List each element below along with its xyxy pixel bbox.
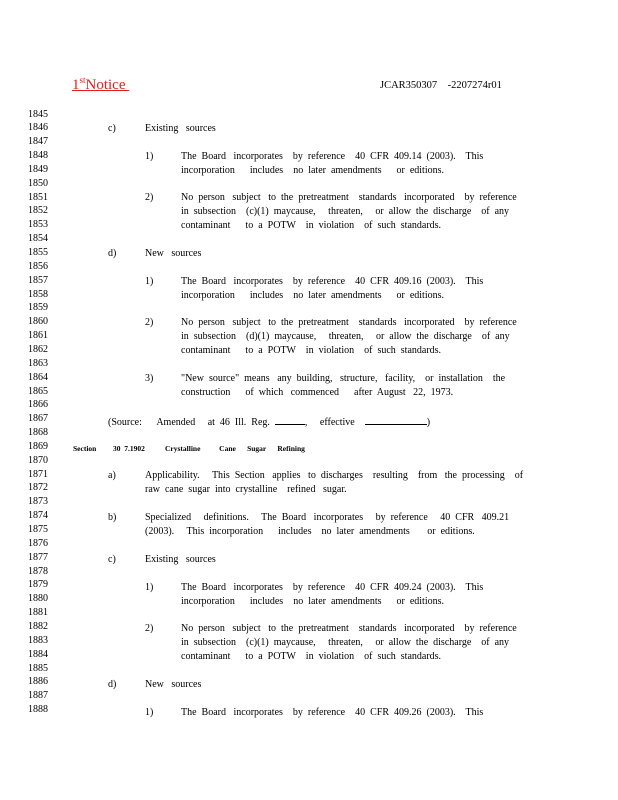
- line-number: 1878: [28, 565, 48, 577]
- line-number: 1856: [28, 260, 48, 272]
- line-number: 1859: [28, 302, 48, 314]
- item-text: The Board incorporates by reference 40 CFR 409.24 (2003). This: [181, 582, 484, 593]
- line-number: 1866: [28, 399, 48, 411]
- line-number: 1871: [28, 468, 48, 480]
- subsection-label: c): [108, 123, 116, 134]
- line-number: 1877: [28, 551, 48, 563]
- item-number: 1): [145, 582, 154, 593]
- line-number: 1883: [28, 634, 48, 646]
- register-volume-blank: [275, 414, 305, 425]
- line-number: 1875: [28, 524, 48, 535]
- line-number: 1867: [28, 413, 48, 425]
- item-text: in subsection (c)(1) maycause, threaten, or allow the discharge of any: [181, 637, 510, 648]
- line-number: 1851: [28, 191, 48, 203]
- item-text: incorporation includes no later amendments or editions.: [181, 596, 444, 607]
- item-number: 2): [145, 192, 154, 203]
- line-number: 1884: [28, 648, 48, 660]
- line-number: 1850: [28, 177, 48, 189]
- item-text: contaminant to a POTW in violation of such standards.: [181, 345, 442, 356]
- line-number: 1881: [28, 607, 48, 619]
- item-text: in subsection (c)(1) maycause, threaten, or allow the discharge of any: [181, 206, 510, 217]
- notice-word: Notice: [85, 77, 126, 93]
- item-text: raw cane sugar into crystalline refined sugar.: [145, 484, 347, 495]
- source-note-close: ): [426, 417, 431, 428]
- section-number: 30 7.1902: [113, 444, 145, 453]
- line-number: 1853: [28, 219, 48, 231]
- line-number: 1885: [28, 662, 48, 674]
- line-number: 1879: [28, 579, 48, 591]
- subsection-label: c): [108, 554, 116, 565]
- item-text: incorporation includes no later amendments or editions.: [181, 165, 444, 176]
- line-number: 1872: [28, 482, 48, 494]
- line-number: 1846: [28, 122, 48, 134]
- item-text: contaminant to a POTW in violation of such standards.: [181, 651, 442, 662]
- item-text: No person subject to the pretreatment standards incorporated by reference: [181, 623, 517, 634]
- item-text: The Board incorporates by reference 40 CFR 409.14 (2003). This: [181, 151, 484, 162]
- line-number: 1874: [28, 510, 48, 522]
- item-number: 1): [145, 707, 154, 718]
- line-number: 1882: [28, 620, 48, 632]
- line-number: 1887: [28, 690, 48, 702]
- line-number: 1865: [28, 385, 48, 397]
- document-code: JCAR350307 -2207274r01: [380, 80, 502, 91]
- item-number: 3): [145, 373, 154, 384]
- item-text: Specialized definitions. The Board incorporates by reference 40 CFR 409.21: [145, 512, 510, 523]
- item-text: The Board incorporates by reference 40 CFR 409.26 (2003). This: [181, 707, 484, 718]
- line-number: 1873: [28, 496, 48, 508]
- source-note-mid: , effective: [304, 417, 355, 428]
- item-text: "New source" means any building, structure, facility, or installation the: [181, 373, 506, 384]
- notice-label: [72, 74, 129, 96]
- line-number: 1847: [28, 136, 48, 148]
- source-note: [108, 414, 430, 430]
- line-number: 1855: [28, 247, 48, 258]
- subsection-label: d): [108, 679, 117, 690]
- line-number: 1876: [28, 537, 48, 549]
- line-number: 1854: [28, 233, 48, 245]
- item-number: 2): [145, 623, 154, 634]
- line-number: 1869: [28, 440, 48, 452]
- item-text: in subsection (d)(1) maycause, threaten, or allow the discharge of any: [181, 331, 510, 342]
- item-number: 1): [145, 276, 154, 287]
- line-number: 1864: [28, 371, 48, 383]
- subsection-title: Existing sources: [145, 554, 216, 565]
- item-text: Applicability. This Section applies to discharges resulting from the processing of: [145, 470, 524, 481]
- line-number: 1848: [28, 150, 48, 162]
- item-text: The Board incorporates by reference 40 CFR 409.16 (2003). This: [181, 276, 484, 287]
- notice-trailing: [126, 77, 130, 93]
- effective-date-blank: [365, 414, 427, 425]
- subsection-label: a): [108, 470, 116, 481]
- section-heading-word: Section: [73, 444, 97, 453]
- line-number: 1862: [28, 343, 48, 355]
- item-text: No person subject to the pretreatment standards incorporated by reference: [181, 317, 517, 328]
- item-text: construction of which commenced after August 22, 1973.: [181, 387, 454, 398]
- line-number: 1870: [28, 454, 48, 466]
- subsection-title: Existing sources: [145, 123, 216, 134]
- source-note-open: (Source: Amended at 46 Ill. Reg.: [108, 417, 270, 428]
- line-number: 1845: [28, 108, 48, 120]
- section-title: Crystalline Cane Sugar Refining: [165, 444, 305, 453]
- item-number: 1): [145, 151, 154, 162]
- line-number: 1880: [28, 593, 48, 605]
- line-number: 1861: [28, 330, 48, 342]
- subsection-label: d): [108, 248, 117, 259]
- line-number: 1863: [28, 357, 48, 369]
- line-number: 1852: [28, 205, 48, 217]
- item-text: contaminant to a POTW in violation of such standards.: [181, 220, 442, 231]
- line-number: 1849: [28, 163, 48, 175]
- line-number: 1858: [28, 288, 48, 300]
- line-number: 1857: [28, 274, 48, 286]
- item-text: incorporation includes no later amendments or editions.: [181, 290, 444, 301]
- line-number: 1888: [28, 704, 48, 715]
- line-number: 1868: [28, 427, 48, 439]
- subsection-title: New sources: [145, 248, 202, 259]
- subsection-title: New sources: [145, 679, 202, 690]
- item-text: No person subject to the pretreatment standards incorporated by reference: [181, 192, 517, 203]
- notice-suffix: st: [79, 75, 86, 85]
- notice-ordinal: 1: [72, 77, 80, 93]
- line-number: 1886: [28, 676, 48, 688]
- subsection-label: b): [108, 512, 117, 523]
- item-number: 2): [145, 317, 154, 328]
- line-number: 1860: [28, 316, 48, 328]
- item-text: (2003). This incorporation includes no later amendments or editions.: [145, 526, 475, 537]
